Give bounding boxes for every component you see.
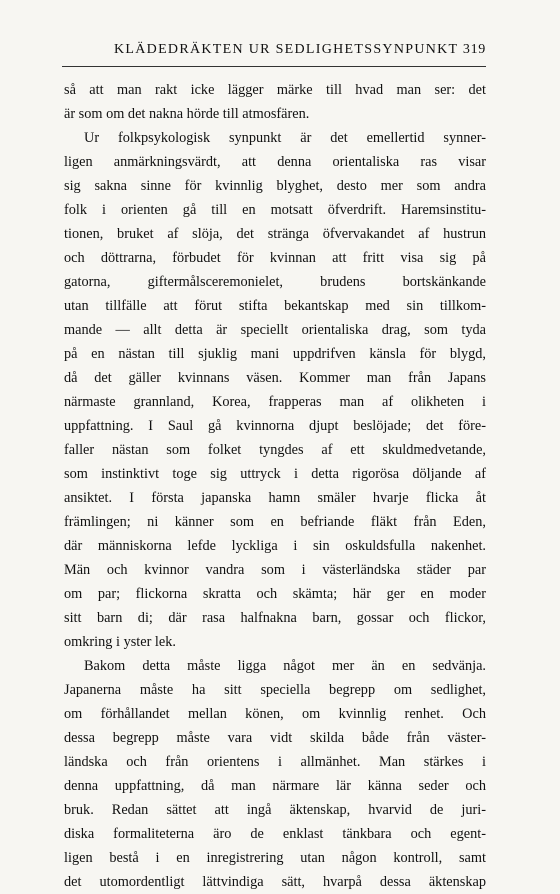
- text-line: främlingen; ni känner som en befriande fläkt från Eden,: [64, 514, 486, 530]
- text-line: Japanerna måste ha sitt speciella begrepp om sedlighet,: [64, 682, 486, 698]
- text-line: är som om det nakna hörde till atmosfären.: [64, 106, 310, 122]
- running-title: KLÄDEDRÄKTEN UR SEDLIGHETSSYNPUNKT: [114, 42, 459, 57]
- text-line: folk i orienten gå till en motsatt öfverdrift. Haremsinstitu-: [64, 202, 486, 218]
- running-head: [64, 42, 486, 62]
- text-line: ländska och från orientens i allmänhet. Man stärkes i: [64, 754, 486, 770]
- text-line: faller nästan som folket tyngdes af ett skuldmedvetande,: [64, 442, 486, 458]
- text-line: det utomordentligt lättvindiga sätt, hvarpå dessa äktenskap: [64, 874, 486, 890]
- text-line: diska formaliteterna äro de enklast tänkbara och egent-: [64, 826, 486, 842]
- page-number: 319: [462, 42, 486, 57]
- text-line: och döttrarna, förbudet för kvinnan att fritt visa sig på: [64, 250, 486, 266]
- text-line: ansiktet. I första japanska hamn smäler hvarje flicka åt: [64, 490, 486, 506]
- text-line: då det gäller kvinnans väsen. Kommer man från Japans: [64, 370, 486, 386]
- text-line: bruk. Redan sättet att ingå äktenskap, hvarvid de juri-: [64, 802, 486, 818]
- text-line: Bakom detta måste ligga något mer än en sedvänja.: [84, 658, 486, 674]
- text-line: sitt barn di; där rasa halfnakna barn, gossar och flickor,: [64, 610, 486, 626]
- text-line: uppfattning. I Saul gå kvinnorna djupt beslöjade; det före-: [64, 418, 486, 434]
- header-rule: [62, 66, 486, 67]
- text-line: sig sakna sinne för kvinnlig blyghet, desto mer som andra: [64, 178, 486, 194]
- text-line: om par; flickorna skratta och skämta; här ger en moder: [64, 586, 486, 602]
- text-line: mande — allt detta är speciellt orientaliska drag, som tyda: [64, 322, 486, 338]
- text-line: där människorna lefde lyckliga i sin oskuldsfulla nakenhet.: [64, 538, 486, 554]
- text-line: som instinktivt toge sig uttryck i detta rigorösa döljande af: [64, 466, 486, 482]
- text-line: så att man rakt icke lägger märke till hvad man ser: det: [64, 82, 486, 98]
- text-line: Ur folkpsykologisk synpunkt är det emellertid synner-: [84, 130, 486, 146]
- text-line: omkring i yster lek.: [64, 634, 176, 650]
- text-line: utan tillfälle att förut stifta bekantskap med sin tillkom-: [64, 298, 486, 314]
- body-text: [64, 78, 486, 894]
- text-line: denna uppfattning, då man närmare lär känna seder och: [64, 778, 486, 794]
- text-line: på en nästan till sjuklig mani uppdrifven känsla för blygd,: [64, 346, 486, 362]
- text-line: Män och kvinnor vandra som i västerländska städer par: [64, 562, 486, 578]
- text-line: om förhållandet mellan könen, om kvinnlig renhet. Och: [64, 706, 486, 722]
- text-line: ligen anmärkningsvärdt, att denna orientaliska ras visar: [64, 154, 486, 170]
- text-line: ligen bestå i en inregistrering utan någon kontroll, samt: [64, 850, 486, 866]
- text-line: gatorna, giftermålsceremonielet, brudens bortskänkande: [64, 274, 486, 290]
- text-line: närmaste grannland, Korea, frapperas man af olikheten i: [64, 394, 486, 410]
- text-line: dessa begrepp måste vara vidt skilda både från väster-: [64, 730, 486, 746]
- text-line: tionen, bruket af slöja, det stränga öfvervakandet af hustrun: [64, 226, 486, 242]
